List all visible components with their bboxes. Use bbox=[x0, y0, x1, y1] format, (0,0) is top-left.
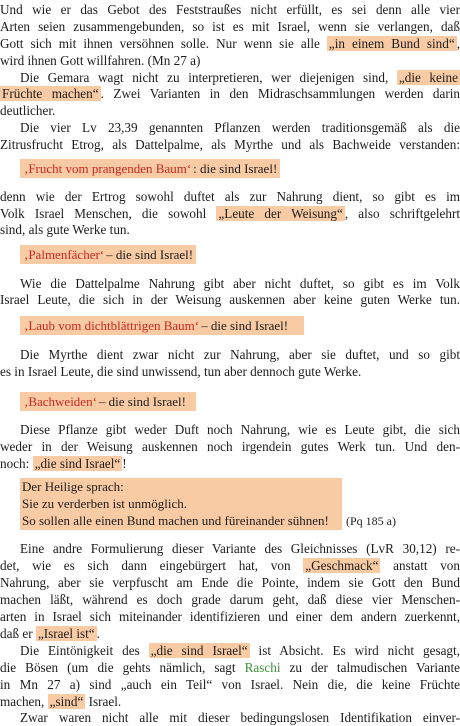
text-line: deutlicher. bbox=[0, 103, 56, 118]
highlight: „die sind Israel“ bbox=[34, 456, 121, 471]
text-line: machen, „sind“ Israel. bbox=[0, 694, 122, 709]
highlight-box: ‚Frucht vom prangenden Baum‘ : die sind Israel! bbox=[20, 159, 280, 178]
text-line: Israel Leute, die sich in der Weisung auskennen aber keine guten Werke tun. bbox=[0, 292, 460, 307]
text-line: noch: „die sind Israel“ ! bbox=[0, 456, 127, 471]
quote-line: Sie zu verderben ist unmöglich. bbox=[22, 496, 187, 511]
highlight-box: ‚Laub vom dichtblättrigen Baum‘– die sind Israel! bbox=[20, 316, 304, 335]
text-line: Wie die Dattelpalme Nahrung gibt aber nicht duftet, so gibt es im Volk bbox=[20, 276, 460, 291]
text-line: machen läßt, während es doch grade darum geht, daß diese vier Menschen- bbox=[0, 592, 460, 607]
highlight: „Israel ist“ bbox=[37, 626, 95, 641]
text-line: Zitrusfrucht Etrog, als Dattelpalme, als Myrthe und als Bachweide verstanden: bbox=[0, 137, 460, 152]
quote-line: Der Heilige sprach: bbox=[22, 479, 124, 494]
highlight: „Leute der Weisung“ bbox=[218, 206, 343, 221]
text-line: Die Eintönigkeit des „die sind Israel“ ist Absicht. Es wird nicht gesagt, bbox=[20, 643, 460, 658]
text-line: die Bösen (um die gehts nämlich, sagt Raschi zu der talmudischen Variante bbox=[0, 660, 460, 675]
text-line: in Mn 27 a) sind „auch ein Teil“ von Israel. Nein die, die keine Früchte bbox=[0, 677, 460, 692]
text-line: es in Israel Leute, die sind unwissend, tun aber dennoch gute Werke. bbox=[0, 364, 362, 379]
highlight: „die keine bbox=[398, 70, 458, 85]
highlight: „in einem Bund sind“ bbox=[328, 36, 455, 51]
highlight: Früchte machen“ bbox=[2, 86, 99, 101]
text-line: Eine andre Formulierung dieser Variante des Gleichnisses (LvR 30,12) re- bbox=[20, 541, 460, 556]
text-line: Die Gemara wagt nicht zu interpretieren, wer diejenigen sind, „die keine bbox=[20, 70, 458, 85]
highlight-box: ‚Bachweiden‘– die sind Israel! bbox=[20, 392, 196, 411]
text-line: Diese Pflanze gibt weder Duft noch Nahrung, wie es Leute gibt, die sich bbox=[20, 422, 460, 437]
highlight: „die sind Israel“ bbox=[150, 643, 248, 658]
text-line: Und wie er das Gebot des Feststraußes nicht erfüllt, es sei denn alle vier bbox=[0, 2, 460, 17]
text-line: arten in Israel sich miteinander identifizieren und einer dem andern zuerkennt, bbox=[0, 609, 460, 624]
quote-line: So sollen alle einen Bund machen und füreinander sühnen! bbox=[22, 513, 329, 528]
text-line: Volk Israel Menschen, die sowohl „Leute der Weisung“ , also schriftgelehrt bbox=[0, 206, 460, 221]
text-line: weder in der Weisung auskennen noch irgendein gutes Werk tun. Und den- bbox=[0, 439, 460, 454]
text-line: Früchte machen“ . Zwei Varianten in den Midraschsammlungen werden darin bbox=[2, 86, 460, 101]
text-line: Arten seien zusammengebunden, so ist es mit Israel, wenn sie verlangen, daß bbox=[0, 19, 460, 34]
text-line: Nahrung, aber sie verpfuscht am Ende die Pointe, indem sie Gott den Bund bbox=[0, 575, 460, 590]
highlight-box: ‚Palmenfächer‘– die sind Israel! bbox=[20, 245, 196, 264]
quote-source: (Pq 185 a) bbox=[346, 514, 396, 528]
highlight: „Geschmack“ bbox=[305, 558, 379, 573]
text-line: Gott sich mit ihnen versöhnen solle. Nur wenn sie alle „in einem Bund sind“ , bbox=[0, 36, 460, 51]
text-line: wird ihnen Gott willfahren. (Mn 27 a) bbox=[0, 53, 201, 68]
name-link: Raschi bbox=[244, 660, 281, 675]
quote-box bbox=[20, 478, 342, 530]
highlight: „sind“ bbox=[49, 694, 84, 709]
text-line: Zwar waren nicht alle mit dieser bedingungslosen Identifikation einver- bbox=[20, 710, 460, 725]
text-line: daß er „Israel ist“ . bbox=[0, 626, 100, 641]
text-line: Die vier Lv 23,39 genannten Pflanzen werden traditionsgemäß als die bbox=[20, 120, 460, 135]
text-line: det, wie es sich dann eingebürgert hat, von „Geschmack“ anstatt von bbox=[0, 558, 460, 573]
text-line: Die Myrthe dient zwar nicht zur Nahrung, aber sie duftet, und so gibt bbox=[20, 347, 460, 362]
text-line: sind, als gute Werke tun. bbox=[0, 222, 130, 237]
text-line: denn wie der Ertrog sowohl duftet als zur Nahrung dient, so gibt es im bbox=[0, 189, 460, 204]
